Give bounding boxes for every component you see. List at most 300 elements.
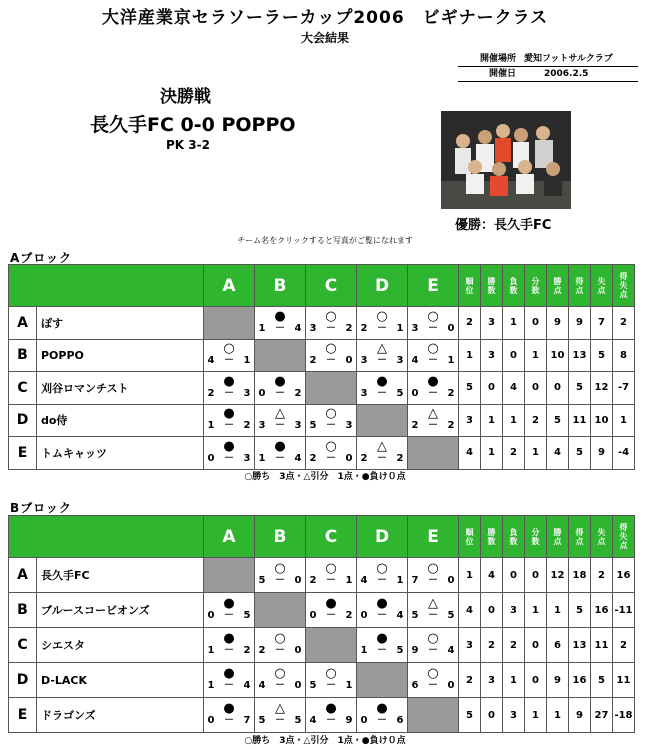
match-score: 4 － 0 — [258, 680, 302, 691]
stat-header-label: 負数 — [509, 276, 518, 295]
stat-value: 12 — [591, 372, 613, 405]
stat-value: 27 — [591, 698, 613, 733]
stat-header — [525, 516, 547, 558]
self-match-cell — [306, 372, 357, 405]
result-mark: ● — [376, 701, 388, 716]
match-result-cell — [255, 372, 306, 405]
date-row — [458, 66, 638, 82]
table-row — [9, 307, 635, 340]
result-mark: ○ — [325, 561, 337, 576]
result-mark: ● — [274, 308, 286, 324]
result-mark: ○ — [325, 438, 337, 454]
stat-value: 3 — [459, 628, 481, 663]
stat-value: 4 — [481, 558, 503, 593]
click-note: チーム名をクリックすると写真がご覧になれます — [237, 236, 413, 245]
result-mark: ● — [223, 631, 235, 646]
stat-value: 3 — [503, 698, 525, 733]
match-score: 1 － 2 — [207, 420, 251, 432]
stat-value: 1 — [525, 339, 547, 372]
stat-header-label: 得失点 — [619, 272, 628, 299]
result-mark: ○ — [274, 631, 286, 646]
stat-header-label: 負数 — [509, 527, 518, 546]
result-mark: ○ — [325, 666, 337, 681]
result-mark: ○ — [274, 561, 286, 576]
result-mark: ○ — [427, 341, 439, 357]
stat-header — [547, 516, 569, 558]
match-result-cell — [306, 404, 357, 437]
match-score: 5 － 5 — [411, 610, 455, 621]
stat-header — [459, 265, 481, 307]
stat-value: 4 — [503, 372, 525, 405]
result-mark: ○ — [427, 666, 439, 681]
final-heading: 決勝戦 — [160, 87, 211, 107]
match-result-cell — [306, 437, 357, 470]
stat-value: 2 — [613, 628, 635, 663]
stat-value: 0 — [481, 372, 503, 405]
result-mark: ● — [376, 631, 388, 646]
stat-value: 0 — [547, 372, 569, 405]
match-score: 4 － 1 — [411, 355, 455, 367]
col-header-b: B — [255, 265, 306, 307]
result-mark: △ — [377, 341, 387, 357]
stat-value: 1 — [525, 437, 547, 470]
stat-value: 12 — [547, 558, 569, 593]
stat-value: 9 — [569, 307, 591, 340]
match-score: 1 － 4 — [258, 322, 302, 334]
stat-value: 3 — [459, 404, 481, 437]
block-b-legend: ○勝ち 3点・△引分 1点・●負け０点 — [244, 736, 406, 746]
match-result-cell — [357, 307, 408, 340]
team-name-link[interactable]: トムキャッツ — [37, 437, 204, 470]
date-label: 開催日 — [488, 69, 516, 79]
match-result-cell — [204, 372, 255, 405]
match-score: 1 － 2 — [207, 645, 251, 656]
stat-header-label: 勝数 — [487, 527, 496, 546]
row-letter: E — [9, 698, 37, 733]
match-result-cell — [204, 628, 255, 663]
stat-value: -18 — [613, 698, 635, 733]
self-match-cell — [255, 339, 306, 372]
stat-header — [569, 516, 591, 558]
match-result-cell — [204, 437, 255, 470]
col-header-b: B — [255, 516, 306, 558]
match-result-cell — [306, 558, 357, 593]
match-result-cell — [306, 339, 357, 372]
winner-team-photo — [441, 111, 571, 209]
stat-value: 1 — [503, 663, 525, 698]
result-mark: ● — [427, 373, 439, 389]
stat-header — [481, 265, 503, 307]
match-result-cell — [204, 698, 255, 733]
result-mark: ○ — [223, 341, 235, 357]
col-header-d: D — [357, 516, 408, 558]
stat-header — [503, 516, 525, 558]
stat-value: 1 — [525, 698, 547, 733]
match-result-cell — [408, 339, 459, 372]
stat-value: 1 — [503, 404, 525, 437]
row-letter: E — [9, 437, 37, 470]
match-result-cell — [204, 339, 255, 372]
row-letter: B — [9, 339, 37, 372]
stat-header-label: 失点 — [597, 527, 606, 546]
stat-value: 8 — [613, 339, 635, 372]
match-score: 0 － 5 — [207, 610, 251, 621]
match-result-cell — [204, 404, 255, 437]
stat-value: 5 — [591, 663, 613, 698]
match-result-cell — [255, 628, 306, 663]
stat-value: 16 — [569, 663, 591, 698]
block-a-title: Aブロック — [10, 251, 73, 265]
header-corner — [9, 265, 204, 307]
match-result-cell — [357, 558, 408, 593]
team-name-link[interactable]: 刈谷ロマンチスト — [37, 372, 204, 405]
stat-value: 3 — [481, 307, 503, 340]
stat-value: 9 — [547, 307, 569, 340]
stat-value: 0 — [525, 628, 547, 663]
stat-value: 6 — [547, 628, 569, 663]
stat-value: 9 — [547, 663, 569, 698]
match-result-cell — [306, 307, 357, 340]
block-a-legend: ○勝ち 3点・△引分 1点・●負け０点 — [244, 472, 406, 482]
stat-header-label: 勝数 — [487, 276, 496, 295]
row-letter: D — [9, 404, 37, 437]
result-mark: ● — [223, 701, 235, 716]
result-mark: ○ — [325, 308, 337, 324]
self-match-cell — [357, 663, 408, 698]
stat-value: 1 — [613, 404, 635, 437]
match-result-cell — [408, 593, 459, 628]
stat-value: 1 — [503, 307, 525, 340]
result-mark: ● — [223, 438, 235, 454]
match-result-cell — [408, 404, 459, 437]
match-result-cell — [255, 698, 306, 733]
result-mark: ● — [223, 666, 235, 681]
stat-value: 10 — [591, 404, 613, 437]
result-mark: ● — [223, 406, 235, 422]
match-score: 5 － 3 — [309, 420, 353, 432]
match-score: 3 － 0 — [411, 322, 455, 334]
col-header-a: A — [204, 265, 255, 307]
stat-value: -4 — [613, 437, 635, 470]
match-result-cell — [255, 437, 306, 470]
stat-value: 10 — [547, 339, 569, 372]
stat-value: 0 — [503, 339, 525, 372]
match-score: 0 － 2 — [258, 387, 302, 399]
result-mark: ○ — [427, 561, 439, 576]
result-mark: ● — [223, 596, 235, 611]
match-score: 7 － 0 — [411, 575, 455, 586]
stat-header — [525, 265, 547, 307]
stat-value: 4 — [459, 437, 481, 470]
match-score: 5 － 5 — [258, 715, 302, 726]
result-mark: ● — [274, 438, 286, 454]
self-match-cell — [255, 593, 306, 628]
match-score: 2 － 2 — [360, 452, 404, 464]
stat-value: 1 — [547, 593, 569, 628]
match-result-cell — [255, 558, 306, 593]
col-header-e: E — [408, 516, 459, 558]
match-result-cell — [408, 663, 459, 698]
match-score: 0 － 2 — [309, 610, 353, 621]
row-letter: A — [9, 558, 37, 593]
self-match-cell — [204, 307, 255, 340]
result-mark: ● — [325, 701, 337, 716]
stat-value: 2 — [459, 663, 481, 698]
match-result-cell — [357, 698, 408, 733]
stat-value: 5 — [459, 698, 481, 733]
match-score: 2 － 0 — [309, 452, 353, 464]
stat-header-label: 得点 — [575, 276, 584, 295]
result-mark: △ — [275, 406, 285, 422]
match-result-cell — [306, 698, 357, 733]
stat-header — [459, 516, 481, 558]
match-result-cell — [357, 372, 408, 405]
stat-header — [613, 516, 635, 558]
venue-label: 開催場所 — [479, 54, 516, 64]
result-mark: ● — [376, 373, 388, 389]
stat-value: 5 — [569, 593, 591, 628]
stat-header-label: 勝点 — [553, 276, 562, 295]
stat-value: 4 — [547, 437, 569, 470]
venue-value: 愛知フットサルクラブ — [524, 54, 613, 64]
block-b-title: Bブロック — [10, 501, 72, 515]
col-header-c: C — [306, 516, 357, 558]
stat-value: 0 — [481, 698, 503, 733]
result-mark: △ — [275, 701, 285, 716]
stat-value: 16 — [591, 593, 613, 628]
match-result-cell — [204, 663, 255, 698]
table-row — [9, 372, 635, 405]
match-result-cell — [408, 558, 459, 593]
match-score: 9 － 4 — [411, 645, 455, 656]
team-name-link[interactable]: ブルースコービオンズ — [37, 593, 204, 628]
table-row — [9, 628, 635, 663]
stat-header-label: 得点 — [575, 527, 584, 546]
stat-header-label: 勝点 — [553, 527, 562, 546]
venue-row — [458, 51, 638, 67]
match-result-cell — [357, 593, 408, 628]
table-row — [9, 593, 635, 628]
match-score: 2 － 0 — [258, 645, 302, 656]
stat-value: 16 — [613, 558, 635, 593]
result-mark: ● — [376, 596, 388, 611]
stat-value: 3 — [481, 339, 503, 372]
match-result-cell — [357, 437, 408, 470]
result-mark: ● — [325, 596, 337, 611]
match-score: 4 － 9 — [309, 715, 353, 726]
match-score: 0 － 7 — [207, 715, 251, 726]
table-row — [9, 437, 635, 470]
stat-value: 2 — [459, 307, 481, 340]
result-mark: △ — [377, 438, 387, 454]
col-header-d: D — [357, 265, 408, 307]
header-corner — [9, 516, 204, 558]
stat-header-label: 順位 — [465, 276, 474, 295]
match-result-cell — [357, 339, 408, 372]
col-header-e: E — [408, 265, 459, 307]
stat-header-label: 分数 — [531, 527, 540, 546]
col-header-a: A — [204, 516, 255, 558]
match-result-cell — [255, 663, 306, 698]
final-pk: PK 3-2 — [166, 138, 210, 152]
team-name-link[interactable]: D-LACK — [37, 663, 204, 698]
match-result-cell — [357, 628, 408, 663]
team-name-link[interactable]: シエスタ — [37, 628, 204, 663]
match-score: 2 － 3 — [207, 387, 251, 399]
stat-value: 5 — [547, 404, 569, 437]
stat-value: 2 — [525, 404, 547, 437]
stat-value: 0 — [525, 663, 547, 698]
table-row — [9, 558, 635, 593]
team-name-link[interactable]: do侍 — [37, 404, 204, 437]
stat-value: 13 — [569, 628, 591, 663]
stat-header-label: 順位 — [465, 527, 474, 546]
match-score: 2 － 1 — [360, 322, 404, 334]
stat-header — [503, 265, 525, 307]
col-header-c: C — [306, 265, 357, 307]
row-letter: C — [9, 628, 37, 663]
self-match-cell — [357, 404, 408, 437]
stat-value: 4 — [459, 593, 481, 628]
final-score: 長久手FC 0-0 POPPO — [90, 114, 296, 136]
team-name-link[interactable]: ぽす — [37, 307, 204, 340]
result-mark: ○ — [427, 308, 439, 324]
match-score: 6 － 0 — [411, 680, 455, 691]
match-result-cell — [306, 593, 357, 628]
stat-value: 2 — [503, 628, 525, 663]
table-row — [9, 698, 635, 733]
stat-value: 11 — [613, 663, 635, 698]
stat-value: 1 — [525, 593, 547, 628]
match-score: 0 － 6 — [360, 715, 404, 726]
match-score: 0 － 2 — [411, 387, 455, 399]
stat-value: 0 — [503, 558, 525, 593]
match-score: 3 － 3 — [258, 420, 302, 432]
match-score: 0 － 4 — [360, 610, 404, 621]
result-mark: △ — [428, 596, 438, 611]
stat-header — [547, 265, 569, 307]
match-result-cell — [408, 307, 459, 340]
stat-value: 2 — [613, 307, 635, 340]
stat-value: 3 — [481, 663, 503, 698]
stat-header — [481, 516, 503, 558]
self-match-cell — [204, 558, 255, 593]
stat-value: 1 — [547, 698, 569, 733]
stat-value: 9 — [591, 437, 613, 470]
stat-value: 2 — [591, 558, 613, 593]
match-score: 2 － 1 — [309, 575, 353, 586]
row-letter: C — [9, 372, 37, 405]
result-mark: ○ — [274, 666, 286, 681]
stat-value: 2 — [503, 437, 525, 470]
winner-caption: 優勝：長久手FC — [455, 218, 552, 233]
stat-value: 2 — [481, 628, 503, 663]
row-letter: D — [9, 663, 37, 698]
team-name-link[interactable]: ドラゴンズ — [37, 698, 204, 733]
match-result-cell — [255, 404, 306, 437]
stat-value: 1 — [459, 339, 481, 372]
stat-value: 5 — [569, 437, 591, 470]
result-mark: ○ — [427, 631, 439, 646]
stat-header-label: 得失点 — [619, 523, 628, 550]
stat-value: 5 — [591, 339, 613, 372]
match-score: 0 － 3 — [207, 452, 251, 464]
table-row — [9, 404, 635, 437]
stat-value: 0 — [481, 593, 503, 628]
team-name-link[interactable]: 長久手FC — [37, 558, 204, 593]
self-match-cell — [408, 698, 459, 733]
row-letter: A — [9, 307, 37, 340]
header-row — [9, 265, 635, 307]
result-mark: ○ — [376, 308, 388, 324]
stat-value: -11 — [613, 593, 635, 628]
match-score: 3 － 3 — [360, 355, 404, 367]
stat-value: 5 — [459, 372, 481, 405]
match-result-cell — [255, 307, 306, 340]
stat-value: 3 — [503, 593, 525, 628]
result-mark: ○ — [376, 561, 388, 576]
stat-value: 7 — [591, 307, 613, 340]
stat-value: -7 — [613, 372, 635, 405]
page-subtitle: 大会結果 — [300, 31, 349, 45]
stat-header — [613, 265, 635, 307]
stat-header-label: 失点 — [597, 276, 606, 295]
match-score: 1 － 5 — [360, 645, 404, 656]
match-result-cell — [306, 663, 357, 698]
stat-value: 1 — [481, 437, 503, 470]
result-mark: △ — [428, 406, 438, 422]
match-score: 2 － 2 — [411, 420, 455, 432]
match-score: 5 － 0 — [258, 575, 302, 586]
stat-value: 13 — [569, 339, 591, 372]
match-score: 3 － 5 — [360, 387, 404, 399]
table-row — [9, 339, 635, 372]
stat-value: 5 — [569, 372, 591, 405]
result-mark: ● — [223, 373, 235, 389]
stat-value: 11 — [591, 628, 613, 663]
row-letter: B — [9, 593, 37, 628]
stat-value: 0 — [525, 372, 547, 405]
match-score: 4 － 1 — [207, 355, 251, 367]
stat-value: 11 — [569, 404, 591, 437]
self-match-cell — [306, 628, 357, 663]
stat-header — [569, 265, 591, 307]
match-score: 1 － 4 — [207, 680, 251, 691]
result-mark: ○ — [325, 406, 337, 422]
match-result-cell — [204, 593, 255, 628]
stat-value: 18 — [569, 558, 591, 593]
result-mark: ● — [274, 373, 286, 389]
match-score: 5 － 1 — [309, 680, 353, 691]
team-name-link[interactable]: POPPO — [37, 339, 204, 372]
self-match-cell — [408, 437, 459, 470]
stat-value: 1 — [459, 558, 481, 593]
table-row — [9, 663, 635, 698]
result-mark: ○ — [325, 341, 337, 357]
match-result-cell — [408, 372, 459, 405]
match-result-cell — [408, 628, 459, 663]
stat-header — [591, 265, 613, 307]
stat-value: 9 — [569, 698, 591, 733]
stat-value: 1 — [481, 404, 503, 437]
page-title: 大洋産業京セラソーラーカップ2006 ビギナークラス — [101, 8, 549, 28]
match-score: 2 － 0 — [309, 355, 353, 367]
block-a-table — [8, 264, 635, 470]
match-score: 1 － 4 — [258, 452, 302, 464]
stat-header-label: 分数 — [531, 276, 540, 295]
block-b-table — [8, 515, 635, 733]
date-value: 2006.2.5 — [544, 69, 589, 79]
